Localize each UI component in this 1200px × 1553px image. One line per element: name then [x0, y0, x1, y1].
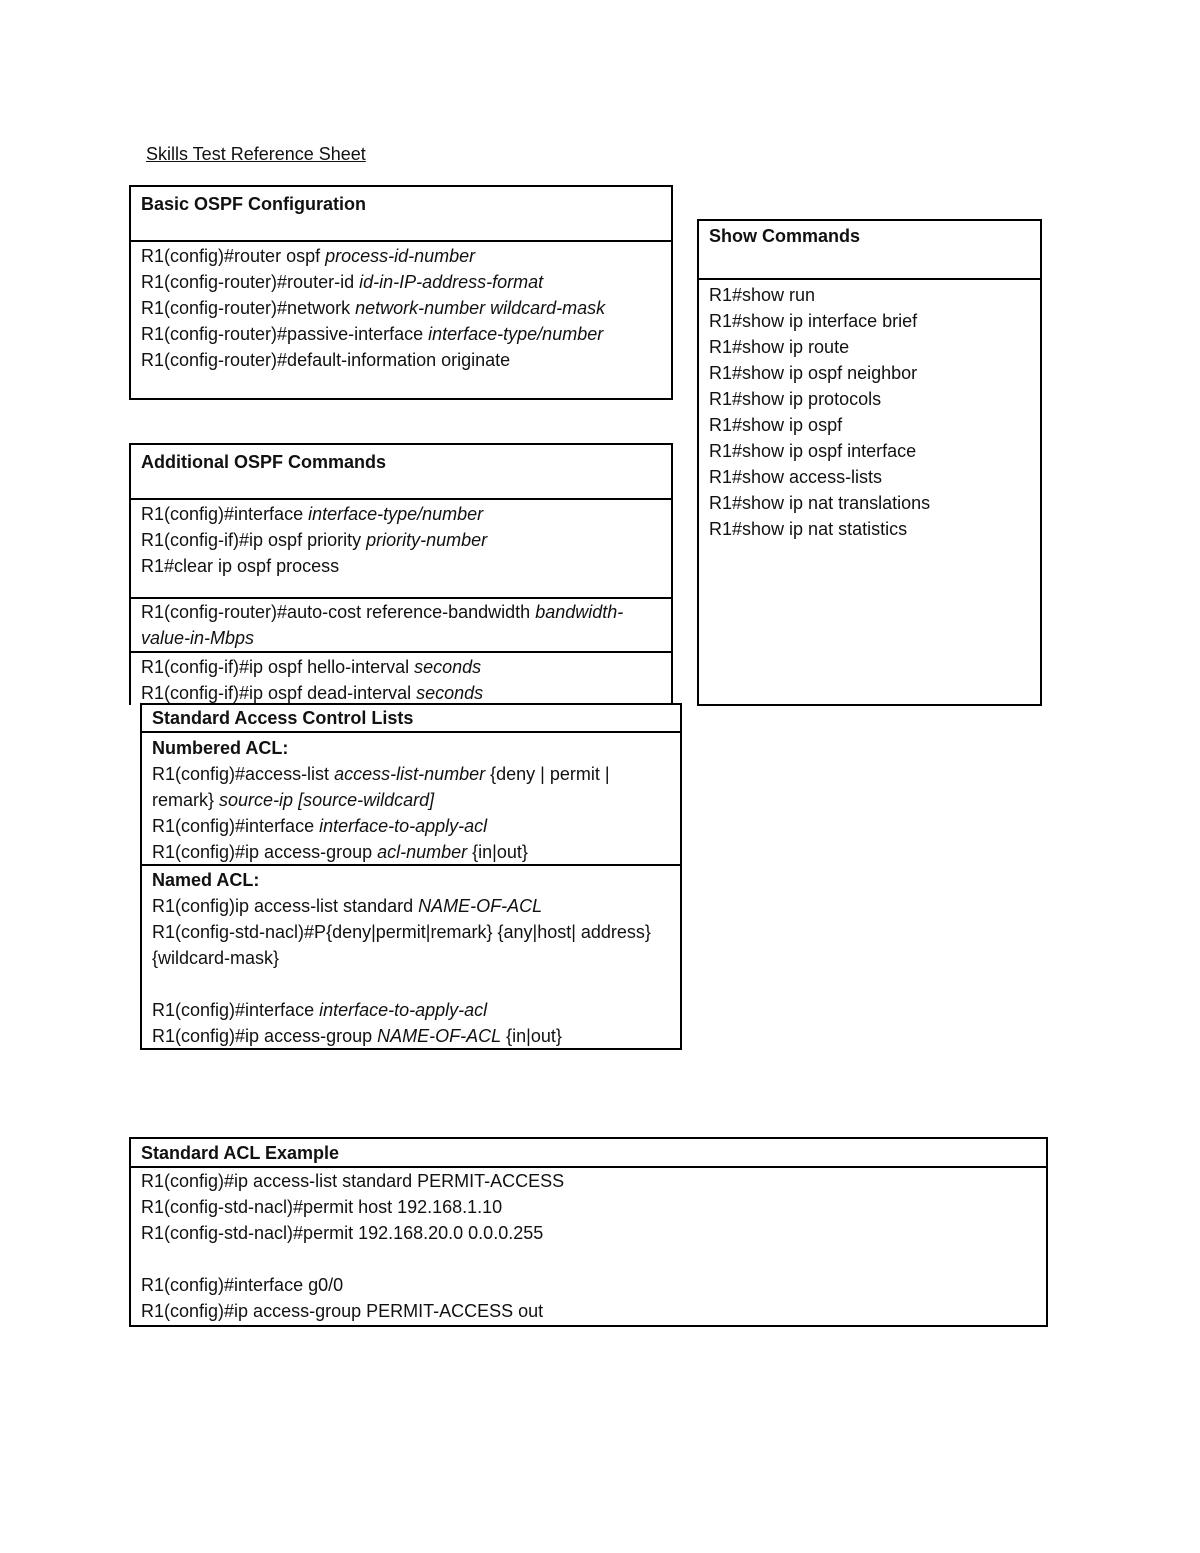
command-parameter: interface-type/number [428, 324, 604, 344]
command-text: R1(config-router)#network [141, 298, 356, 318]
named-acl-label: Named ACL: [152, 870, 260, 890]
command-line [141, 347, 661, 373]
additional-ospf-group-1 [131, 500, 671, 599]
show-commands-box [697, 219, 1042, 706]
command-text: R1(config)#ip access-group [152, 842, 378, 862]
command-text: R1#clear ip ospf process [141, 556, 340, 576]
command-parameter: acl-number [377, 842, 468, 862]
command-line [152, 997, 670, 1023]
additional-ospf-group-3-lines [141, 654, 661, 706]
additional-ospf-header [131, 445, 671, 500]
basic-ospf-header [131, 187, 671, 242]
basic-ospf-body [131, 242, 671, 373]
command-text: R1(config)#interface [141, 504, 309, 524]
command-text: {in|out} [467, 842, 528, 862]
acl-example-header [131, 1139, 1046, 1168]
show-commands-heading: Show Commands [709, 226, 861, 246]
command-line: R1(config)#ip access-list standard PERMIT-ACCESS [141, 1171, 565, 1191]
command-line: R1(config-std-nacl)#permit host 192.168.1.10 [141, 1197, 503, 1217]
acl-example-box [129, 1137, 1048, 1327]
command-parameter: seconds [416, 683, 484, 703]
show-commands-header [699, 221, 1040, 280]
additional-ospf-group-3 [131, 653, 671, 706]
command-parameter: interface-type/number [308, 504, 484, 524]
command-text: R1(config)#interface [152, 1000, 320, 1020]
command-parameter: bandwidth-value-in-Mbps [141, 602, 624, 648]
command-line [141, 501, 661, 527]
command-line: R1(config)#interface g0/0 [141, 1275, 344, 1295]
command-line: R1#show run [709, 285, 816, 305]
command-line [152, 971, 670, 997]
standard-acl-header [142, 705, 680, 733]
basic-ospf-lines [141, 243, 661, 373]
command-parameter: NAME-OF-ACL [377, 1026, 502, 1046]
command-line: R1#show ip protocols [709, 389, 882, 409]
basic-ospf-box [129, 185, 673, 400]
command-text: R1(config-std-nacl)#P{deny|permit|remark} {any|host| address} {wildcard-mask} [152, 922, 651, 968]
acl-example-heading: Standard ACL Example [141, 1143, 340, 1163]
acl-example-body [131, 1168, 1046, 1324]
command-text: R1(config-router)#auto-cost reference-bandwidth [141, 602, 536, 622]
command-text: {in|out} [501, 1026, 562, 1046]
command-text: R1(config)#ip access-group [152, 1026, 378, 1046]
command-text: {deny | permit | remark} [152, 764, 610, 810]
numbered-acl-section [142, 733, 680, 866]
command-line: R1#show ip nat statistics [709, 519, 908, 539]
command-line [141, 269, 661, 295]
command-line [141, 295, 661, 321]
command-line [152, 761, 670, 813]
command-parameter: id-in-IP-address-format [359, 272, 544, 292]
additional-ospf-box [129, 443, 673, 705]
command-parameter: seconds [414, 657, 482, 677]
command-parameter: process-id-number [325, 246, 476, 266]
command-parameter: source-ip [source-wildcard] [219, 790, 435, 810]
command-parameter: access-list-number [334, 764, 486, 784]
command-text: R1(config)#interface [152, 816, 320, 836]
named-acl-lines [152, 893, 670, 1049]
show-commands-lines [709, 282, 1030, 542]
command-line: R1#show ip nat translations [709, 493, 931, 513]
command-line [141, 1246, 1036, 1272]
additional-ospf-heading: Additional OSPF Commands [141, 452, 387, 472]
additional-ospf-group-2 [131, 599, 671, 653]
command-line [141, 243, 661, 269]
command-text: R1(config)ip access-list standard [152, 896, 419, 916]
command-line [141, 654, 661, 680]
command-text: R1(config-if)#ip ospf dead-interval [141, 683, 417, 703]
command-line [141, 599, 661, 651]
page-title: Skills Test Reference Sheet [146, 144, 366, 164]
command-line: R1#show ip interface brief [709, 311, 918, 331]
command-line: R1(config-std-nacl)#permit 192.168.20.0 0.0.0.255 [141, 1223, 544, 1243]
command-line: R1#show ip route [709, 337, 850, 357]
command-text: R1(config-router)#router-id [141, 272, 360, 292]
command-line [141, 527, 661, 553]
acl-example-lines [141, 1168, 1036, 1324]
additional-ospf-group-2-lines [141, 599, 661, 651]
show-commands-body [699, 280, 1040, 542]
command-line [152, 893, 670, 919]
command-line [152, 839, 670, 865]
command-parameter: interface-to-apply-acl [319, 816, 488, 836]
command-text: R1(config-router)#default-information originate [141, 350, 511, 370]
basic-ospf-heading: Basic OSPF Configuration [141, 194, 367, 214]
command-line: R1#show ip ospf [709, 415, 843, 435]
command-line: R1(config)#ip access-group PERMIT-ACCESS out [141, 1301, 544, 1321]
command-text: R1(config-router)#passive-interface [141, 324, 429, 344]
numbered-acl-label: Numbered ACL: [152, 738, 289, 758]
command-line [152, 813, 670, 839]
numbered-acl-lines [152, 761, 670, 865]
standard-acl-box [140, 703, 682, 1050]
command-text: R1(config)#router ospf [141, 246, 326, 266]
command-line [141, 553, 661, 579]
command-parameter: network-number wildcard-mask [355, 298, 606, 318]
standard-acl-heading: Standard Access Control Lists [152, 708, 414, 728]
additional-ospf-group-1-lines [141, 501, 661, 579]
command-parameter: priority-number [366, 530, 488, 550]
command-line [152, 1023, 670, 1049]
command-line [152, 919, 670, 971]
command-parameter: interface-to-apply-acl [319, 1000, 488, 1020]
command-text: R1(config)#access-list [152, 764, 335, 784]
command-line: R1#show ip ospf interface [709, 441, 917, 461]
command-text: R1(config-if)#ip ospf priority [141, 530, 367, 550]
command-line [141, 321, 661, 347]
command-line: R1#show ip ospf neighbor [709, 363, 918, 383]
named-acl-section [142, 866, 680, 1049]
command-line: R1#show access-lists [709, 467, 883, 487]
command-parameter: NAME-OF-ACL [418, 896, 543, 916]
command-text: R1(config-if)#ip ospf hello-interval [141, 657, 415, 677]
